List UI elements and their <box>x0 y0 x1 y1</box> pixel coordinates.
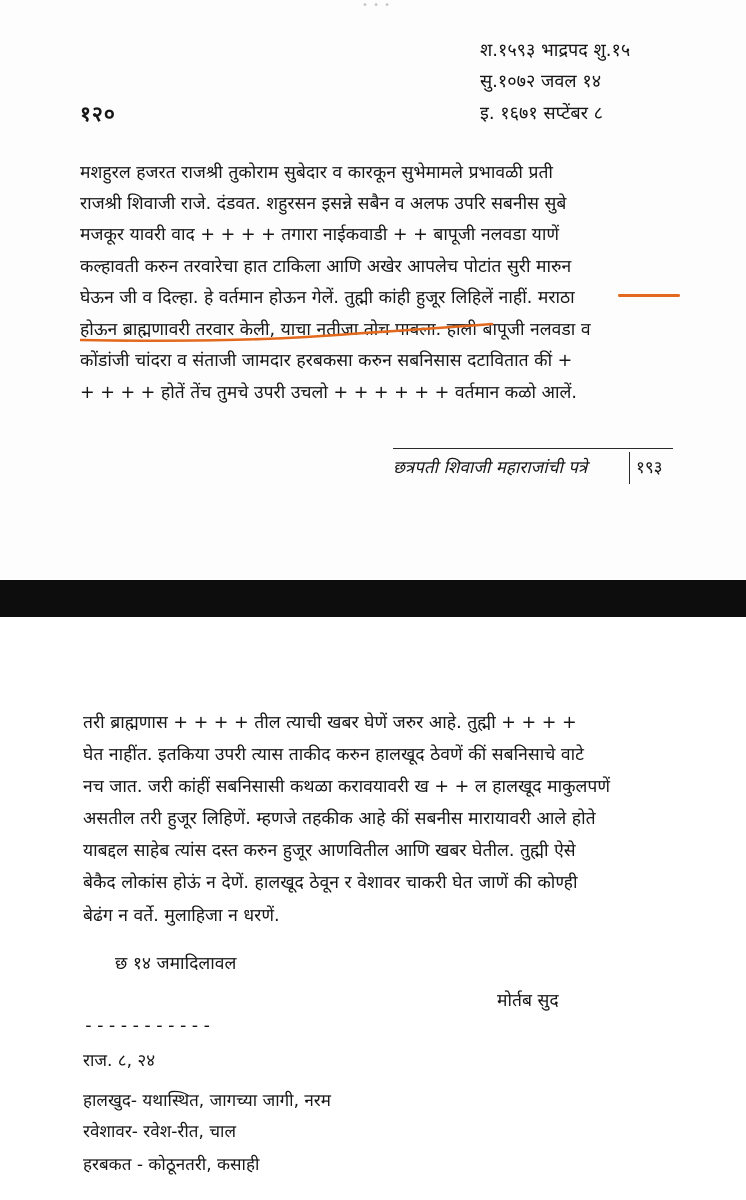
letter-line: याबद्दल साहेब त्यांस दस्त करुन हुजूर आणवितील आणि खबर घेतील. तुह्मी ऐसे <box>83 841 576 861</box>
black-divider-band <box>0 580 746 617</box>
source-separator <box>629 452 630 484</box>
glossary-entry: हरबकत - कोठूनतरी, कसाही <box>83 1155 260 1175</box>
letter-line: नच जात. जरी कांहीं सबनिसासी कथळा करावयावरी ख + + ल हालखूद माकुलपणें <box>83 777 611 797</box>
date-saka: श.१५९३ भाद्रपद शु.१५ <box>480 40 631 61</box>
source-book-title: छत्रपती शिवाजी महाराजांची पत्रे <box>393 458 588 478</box>
highlight-underline <box>618 294 680 297</box>
source-page-number: १९३ <box>636 458 663 478</box>
highlight-underline-curve <box>80 318 500 348</box>
letter-number: १२० <box>80 102 116 126</box>
letter-line: घेत नाहींत. इतकिया उपरी त्यास ताकीद करुन हालखूद ठेवणें कीं सबनिसाचे वाटे <box>83 745 584 765</box>
letter-line: घेऊन जी व दिल्हा. हे वर्तमान होऊन गेलें. तुह्मी कांही हुजूर लिहिलें नाहीं. मराठा <box>80 288 575 308</box>
top-scan-page <box>0 0 746 580</box>
letter-line: कल्हावती करुन तरवारेचा हात टाकिला आणि अखेर आपलेच पोटांत सुरी मारुन <box>80 257 572 277</box>
scan-dots: • • • <box>362 0 392 11</box>
letter-line: मजकूर यावरी वाद + + + + तगारा नाईकवाडी + + बापूजी नलवडा याणें <box>80 225 560 245</box>
seal-note: मोर्तब सुद <box>497 991 559 1011</box>
source-rule <box>393 448 673 449</box>
letter-line: मशहुरल हजरत राजश्री तुकोराम सुबेदार व कारकून सुभेमामले प्रभावळी प्रती <box>80 163 553 183</box>
glossary-entry: हालखुद- यथास्थित, जागच्या जागी, नरम <box>83 1091 331 1111</box>
letter-line: बेकैद लोकांस होऊं न देणें. हालखूद ठेवून र वेशावर चाकरी घेत जाणें की कोण्ही <box>83 873 578 893</box>
letter-line: तरी ब्राह्मणास + + + + तील त्याची खबर घेणें जरुर आहे. तुह्मी + + + + <box>83 713 577 733</box>
date-suhur: सु.१०७२ जवल १४ <box>480 71 602 92</box>
glossary-entry: रवेशावर- रवेश-रीत, चाल <box>83 1122 236 1142</box>
letter-date: छ १४ जमादिलावल <box>115 954 237 974</box>
letter-line: बेढंग न वर्ते. मुलाहिजा न धरणें. <box>83 906 280 926</box>
letter-line: होऊन ब्राह्मणावरी तरवार केली, याचा नतीजा तोच पावला. हाली बापूजी नलवडा व <box>80 320 591 340</box>
letter-line: + + + + होतें तेंच तुमचे उपरी उचलो + + + + + + वर्तमान कळो आलें. <box>80 383 577 403</box>
reference-citation: राज. ८, २४ <box>83 1051 156 1071</box>
letter-line: असतील तरी हुजूर लिहिणें. म्हणजे तहकीक आहे कीं सबनीस मारायावरी आले होते <box>83 809 596 829</box>
letter-line: राजश्री शिवाजी राजे. दंडवत. शहुरसन इसन्ने सबैन व अलफ उपरि सबनीस सुबे <box>80 194 567 214</box>
letter-line: कोंडांजी चांदरा व संताजी जामदार हरबकसा करुन सबनिसास दटावितात कीं + <box>80 351 573 371</box>
section-separator: ----------- <box>83 1015 214 1036</box>
date-gregorian: इ. १६७१ सप्टेंबर ८ <box>480 103 604 124</box>
